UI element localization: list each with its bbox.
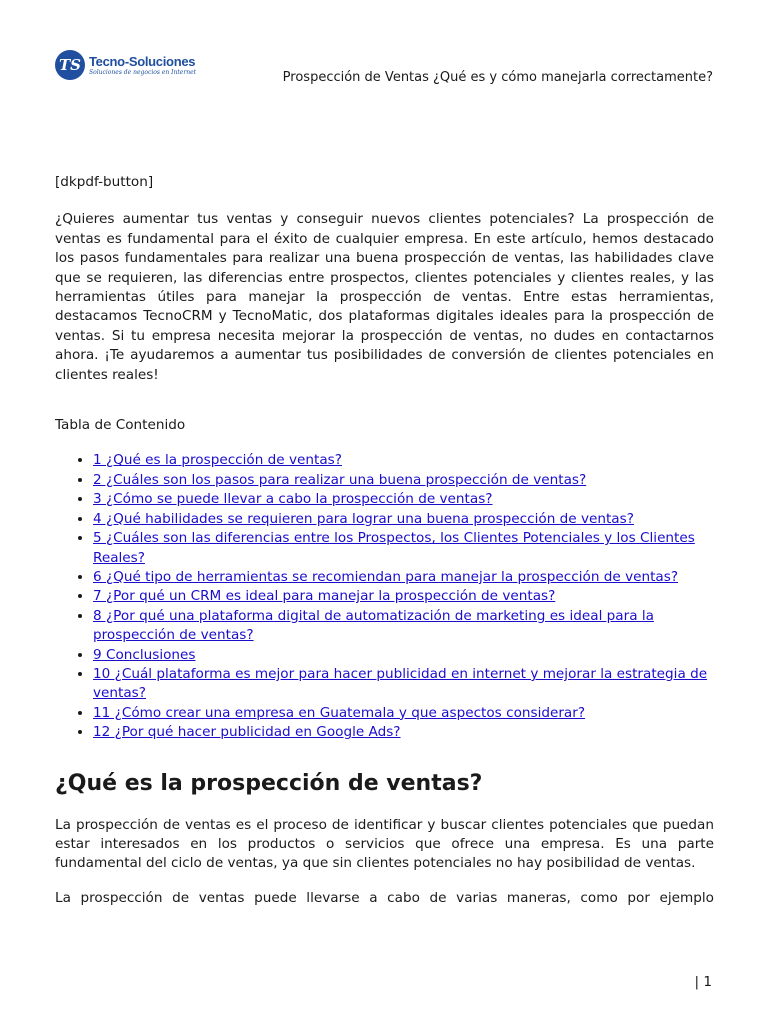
toc-link-3[interactable]: 3 ¿Cómo se puede llevar a cabo la prospección de ventas? bbox=[93, 491, 493, 508]
toc-item bbox=[93, 510, 714, 529]
logo-tagline: Soluciones de negocios en Internet bbox=[89, 68, 197, 76]
intro-paragraph: ¿Quieres aumentar tus ventas y conseguir nuevos clientes potenciales? La prospección de ventas es fundamental para el éxito de cualquier empresa. En este artículo, hemos destacado los pasos fundamentales para realizar una buena prospección de ventas, las habilidades clave que se requieren, las diferencias entre prospectos, clientes potenciales y clientes reales, y las herramientas útiles para manejar la prospección de ventas. Entre estas herramientas, destacamos TecnoCRM y TecnoMatic, dos plataformas digitales ideales para la prospección de ventas. Si tu empresa necesita mejorar la prospección de ventas, no dudes en contactarnos ahora. ¡Te ayudaremos a aumentar tus posibilidades de conversión de clientes potenciales en clientes reales! bbox=[55, 211, 714, 383]
toc-link-4[interactable]: 4 ¿Qué habilidades se requieren para lograr una buena prospección de ventas? bbox=[93, 510, 634, 527]
toc-link-12[interactable]: 12 ¿Por qué hacer publicidad en Google Ads? bbox=[93, 724, 401, 741]
pdf-button-shortcode: [dkpdf-button] bbox=[55, 174, 154, 190]
toc-item bbox=[93, 665, 714, 704]
logo-name: Tecno-Soluciones bbox=[89, 53, 196, 69]
header-title: Prospección de Ventas ¿Qué es y cómo manejarla correctamente? bbox=[282, 70, 713, 85]
toc-item bbox=[93, 607, 714, 646]
toc-link-6[interactable]: 6 ¿Qué tipo de herramientas se recomiendan para manejar la prospección de ventas? bbox=[93, 568, 679, 585]
toc-item bbox=[93, 646, 714, 665]
toc-link-10[interactable]: 10 ¿Cuál plataforma es mejor para hacer publicidad en internet y mejorar la estrategia de ventas? bbox=[93, 665, 708, 702]
toc-title: Tabla de Contenido bbox=[55, 417, 186, 434]
toc-item bbox=[93, 704, 714, 723]
company-logo bbox=[55, 50, 196, 80]
page-number: | 1 bbox=[694, 974, 712, 990]
toc-item bbox=[93, 723, 714, 742]
section-heading: ¿Qué es la prospección de ventas? bbox=[55, 770, 483, 796]
toc-link-2[interactable]: 2 ¿Cuáles son los pasos para realizar una buena prospección de ventas? bbox=[93, 471, 587, 488]
toc-link-1[interactable]: 1 ¿Qué es la prospección de ventas? bbox=[93, 452, 342, 469]
logo-icon: TS bbox=[55, 50, 85, 80]
toc-item bbox=[93, 568, 714, 587]
article-content bbox=[55, 173, 714, 908]
page-header bbox=[55, 50, 715, 90]
logo-text bbox=[89, 55, 196, 76]
toc-link-7[interactable]: 7 ¿Por qué un CRM es ideal para manejar la prospección de ventas? bbox=[93, 588, 556, 605]
toc-link-11[interactable]: 11 ¿Cómo crear una empresa en Guatemala y que aspectos considerar? bbox=[93, 704, 586, 721]
toc-item bbox=[93, 451, 714, 470]
toc-link-8[interactable]: 8 ¿Por qué una plataforma digital de automatización de marketing es ideal para la prospección de ventas? bbox=[93, 607, 654, 644]
toc-list bbox=[55, 451, 714, 742]
toc-item bbox=[93, 471, 714, 490]
section-paragraph-2: La prospección de ventas puede llevarse a cabo de varias maneras, como por ejemplo bbox=[55, 889, 714, 906]
toc-item bbox=[93, 587, 714, 606]
toc-item bbox=[93, 490, 714, 509]
section-paragraph-1: La prospección de ventas es el proceso de identificar y buscar clientes potenciales que puedan estar interesados en los productos o servicios que ofrece una empresa. Es una parte fundamental del ciclo de ventas, ya que sin clientes potenciales no hay posibilidad de ventas. bbox=[55, 816, 714, 872]
toc-link-5[interactable]: 5 ¿Cuáles son las diferencias entre los Prospectos, los Clientes Potenciales y los Clientes Reales? bbox=[93, 530, 695, 566]
toc-link-9[interactable]: 9 Conclusiones bbox=[93, 646, 196, 663]
toc-item bbox=[93, 529, 714, 568]
